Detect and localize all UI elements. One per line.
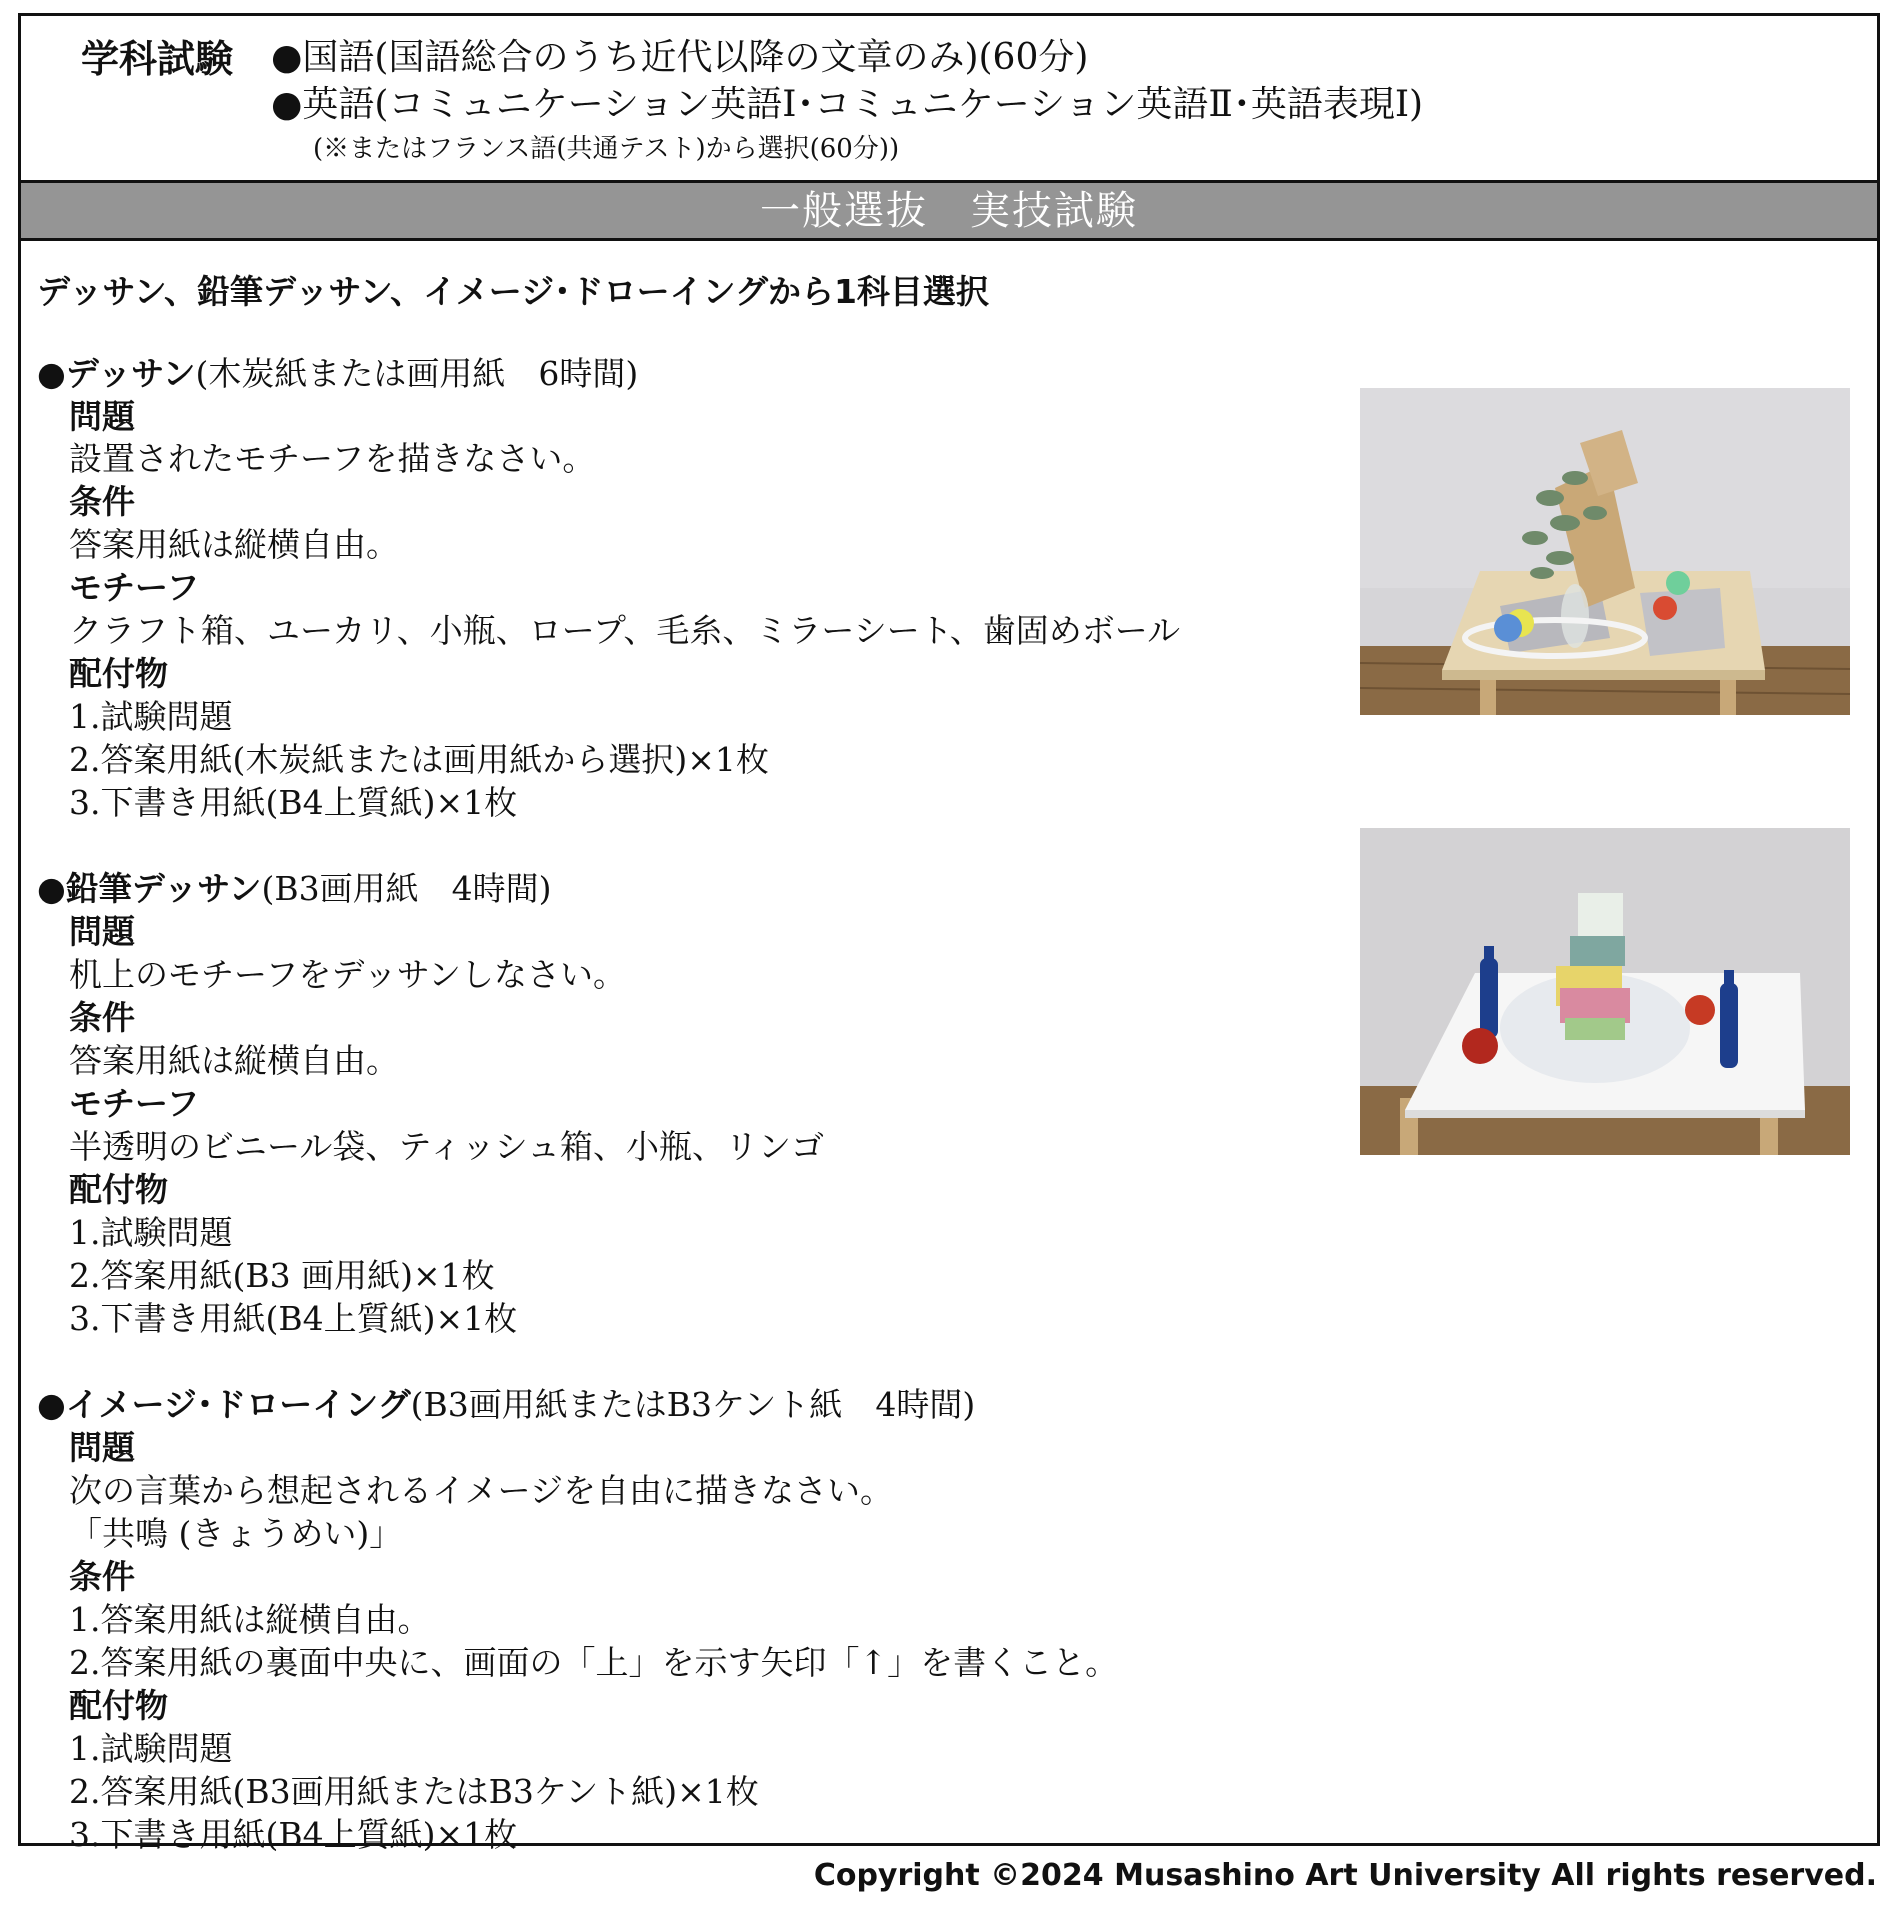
practical-exam-banner: 一般選抜 実技試験 xyxy=(21,183,1877,241)
image-drawing-item-3: 3.下書き用紙(B4上質紙)×1枚 xyxy=(69,1815,518,1854)
image-drawing-problem-text: 次の言葉から想起されるイメージを自由に描きなさい。 xyxy=(69,1471,894,1510)
image-drawing-items-label: 配付物 xyxy=(69,1686,168,1725)
pencil-dessin-conditions-label: 条件 xyxy=(69,998,135,1037)
dessin-motif-label: モチーフ xyxy=(69,568,200,607)
pencil-dessin-motif-label: モチーフ xyxy=(69,1084,200,1123)
dessin-name: ●デッサン xyxy=(37,354,196,393)
dessin-problem-text: 設置されたモチーフを描きなさい。 xyxy=(69,439,596,478)
french-option-note: (※またはフランス語(共通テスト)から選択(60分)) xyxy=(313,134,900,164)
english-exam-line: ●英語(コミュニケーション英語Ⅰ･コミュニケーション英語Ⅱ･英語表現Ⅰ) xyxy=(271,84,1424,125)
pencil-dessin-item-3: 3.下書き用紙(B4上質紙)×1枚 xyxy=(69,1299,518,1338)
pencil-dessin-section-title xyxy=(37,868,552,910)
pencil-dessin-item-1: 1.試験問題 xyxy=(69,1213,233,1252)
pencil-dessin-motif-text: 半透明のビニール袋、ティッシュ箱、小瓶、リンゴ xyxy=(69,1127,825,1166)
image-drawing-condition-2: 2.答案用紙の裏面中央に、画面の「上」を示す矢印「↑」を書くこと。 xyxy=(69,1643,1119,1682)
pencil-dessin-problem-text: 机上のモチーフをデッサンしなさい。 xyxy=(69,955,627,994)
academic-exam-section xyxy=(21,16,1877,183)
dessin-item-1: 1.試験問題 xyxy=(69,697,233,736)
image-drawing-detail: (B3画用紙またはB3ケント紙 4時間) xyxy=(410,1385,976,1424)
pencil-dessin-problem-label: 問題 xyxy=(69,912,135,951)
dessin-motif-photo xyxy=(1360,388,1850,715)
dessin-item-2: 2.答案用紙(木炭紙または画用紙から選択)×1枚 xyxy=(69,740,769,779)
dessin-conditions-label: 条件 xyxy=(69,482,135,521)
image-drawing-item-1: 1.試験問題 xyxy=(69,1729,233,1768)
image-drawing-name: ●イメージ･ドローイング xyxy=(37,1385,411,1424)
copyright-notice: Copyright ©2024 Musashino Art University All rights reserved. xyxy=(813,1858,1877,1893)
dessin-item-3: 3.下書き用紙(B4上質紙)×1枚 xyxy=(69,783,518,822)
pencil-dessin-item-2: 2.答案用紙(B3 画用紙)×1枚 xyxy=(69,1256,495,1295)
dessin-detail: (木炭紙または画用紙 6時間) xyxy=(195,354,639,393)
pencil-dessin-items-label: 配付物 xyxy=(69,1170,168,1209)
subject-choice-intro: デッサン、鉛筆デッサン、イメージ･ドローイングから1科目選択 xyxy=(37,272,989,311)
pencil-dessin-name: ●鉛筆デッサン xyxy=(37,869,262,908)
exam-info-frame xyxy=(18,13,1880,1854)
dessin-section-title xyxy=(37,353,638,395)
dessin-motif-text: クラフト箱、ユーカリ、小瓶、ロープ、毛糸、ミラーシート、歯固めボール xyxy=(69,611,1181,650)
pencil-dessin-detail: (B3画用紙 4時間) xyxy=(261,869,552,908)
academic-exam-label: 学科試験 xyxy=(81,37,234,81)
dessin-items-label: 配付物 xyxy=(69,654,168,693)
dessin-conditions-text: 答案用紙は縦横自由。 xyxy=(69,525,399,564)
pencil-dessin-motif-photo xyxy=(1360,828,1850,1155)
dessin-problem-label: 問題 xyxy=(69,397,135,436)
image-drawing-conditions-label: 条件 xyxy=(69,1557,135,1596)
image-drawing-section-title xyxy=(37,1384,975,1426)
practical-exam-content xyxy=(21,241,1877,1854)
image-drawing-theme-word: 「共鳴 (きょうめい)」 xyxy=(69,1514,403,1553)
image-drawing-condition-1: 1.答案用紙は縦横自由。 xyxy=(69,1600,431,1639)
image-drawing-problem-label: 問題 xyxy=(69,1428,135,1467)
image-drawing-item-2: 2.答案用紙(B3画用紙またはB3ケント紙)×1枚 xyxy=(69,1772,759,1811)
japanese-exam-line: ●国語(国語総合のうち近代以降の文章のみ)(60分) xyxy=(271,37,1089,78)
pencil-dessin-conditions-text: 答案用紙は縦横自由。 xyxy=(69,1041,399,1080)
